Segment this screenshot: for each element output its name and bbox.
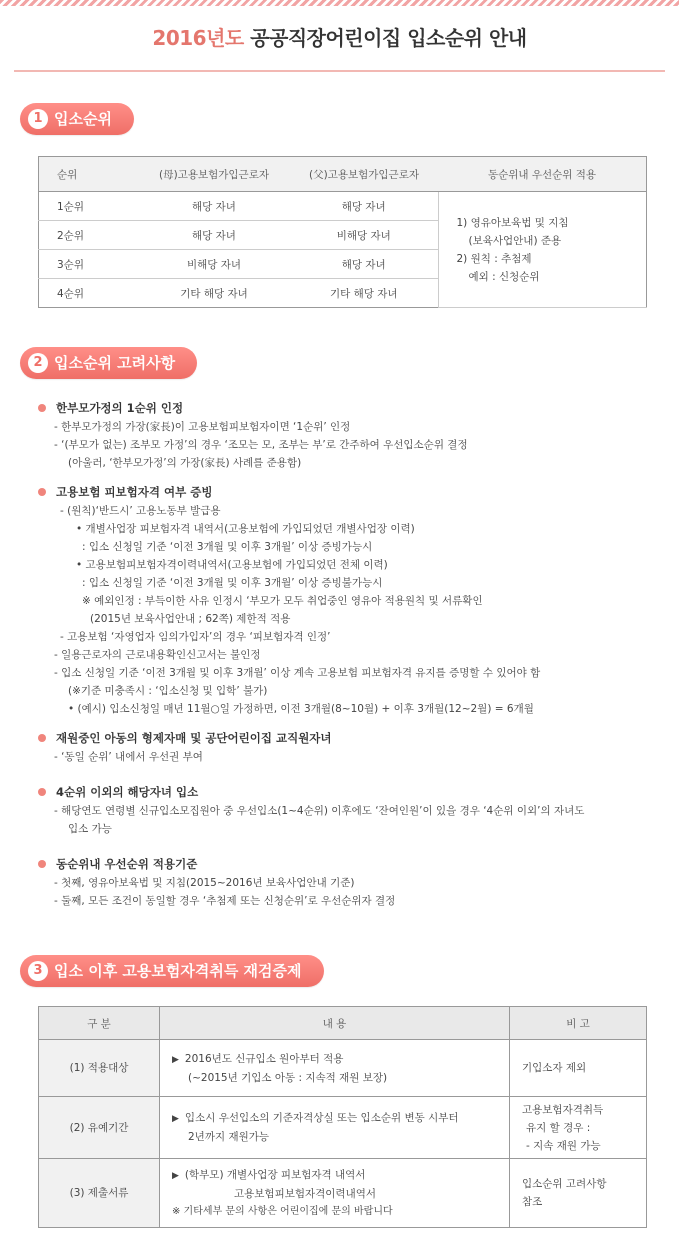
bullet-dot-icon	[38, 788, 46, 796]
table-row	[39, 1097, 647, 1159]
remark-cell: 기입소자 제외	[510, 1040, 647, 1097]
section-1-label: 입소순위	[54, 110, 112, 128]
content-cell: ▶ (학부모) 개별사업장 피보험자격 내역서 고용보험피보험자격이력내역서 ※ 기타세부 문의 사항은 어린이집에 문의 바랍니다	[160, 1159, 510, 1228]
col-header-remark: 비 고	[510, 1007, 647, 1040]
father-cell: 비해당 자녀	[290, 221, 438, 250]
rank-cell: 1순위	[39, 192, 139, 221]
section-3-heading	[20, 955, 324, 987]
section-3-number: 3	[28, 961, 48, 981]
item-line: - 첫째, 영유아보육법 및 지침(2015~2016년 보육사업안내 기준)	[54, 877, 355, 889]
item-line: - 고용보험 ‘자영업자 임의가입자’의 경우 ‘피보험자격 인정’	[60, 631, 331, 643]
father-cell: 해당 자녀	[290, 250, 438, 279]
list-item	[38, 482, 648, 718]
admission-rank-table	[38, 156, 647, 308]
table-row	[39, 1040, 647, 1097]
col-header-priority: 동순위내 우선순위 적용	[438, 157, 647, 192]
remark-cell: 고용보험자격취득 유지 할 경우 : - 지속 재원 가능	[510, 1097, 647, 1159]
mother-cell: 기타 해당 자녀	[138, 279, 290, 308]
mother-cell: 해당 자녀	[138, 221, 290, 250]
item-title: 한부모가정의 1순위 인정	[38, 398, 648, 418]
content-cell: ▶ 입소시 우선입소의 기준자격상실 또는 입소순위 변동 시부터 2년까지 재원가능	[160, 1097, 510, 1159]
page-title	[0, 22, 679, 51]
col-header-mother: (母)고용보험가입근로자	[138, 157, 290, 192]
item-line: : 입소 신청일 기준 ‘이전 3개월 및 이후 3개월’ 이상 증빙가능시	[82, 541, 373, 553]
item-line: - 둘째, 모든 조건이 동일할 경우 ‘추첨제 또는 신청순위’로 우선순위자 결정	[54, 895, 396, 907]
item-line: • 고용보험피보험자격이력내역서(고용보험에 가입되었던 전체 이력)	[76, 559, 388, 571]
priority-note-cell	[438, 192, 647, 308]
title-divider	[14, 70, 665, 72]
top-stripe	[0, 0, 679, 6]
mother-cell: 비해당 자녀	[138, 250, 290, 279]
section-2-label: 입소순위 고려사항	[54, 354, 176, 372]
title-text: 공공직장어린이집 입소순위 안내	[243, 26, 527, 50]
section-1-number: 1	[28, 109, 48, 129]
item-line: - (원칙)‘반드시’ 고용노동부 발급용	[60, 505, 221, 517]
item-line: 입소 가능	[68, 823, 112, 835]
content-cell: ▶ 2016년도 신규입소 원아부터 적용 (~2015년 기입소 아동 : 지속적 재원 보장)	[160, 1040, 510, 1097]
triangle-bullet-icon: ▶	[172, 1114, 179, 1124]
considerations-list	[38, 398, 648, 920]
rank-cell: 4순위	[39, 279, 139, 308]
category-cell: (3) 제출서류	[39, 1159, 160, 1228]
bullet-dot-icon	[38, 488, 46, 496]
note-line: (보육사업안내) 준용	[468, 234, 562, 247]
title-year: 2016년도	[152, 26, 244, 50]
rank-cell: 2순위	[39, 221, 139, 250]
category-cell: (2) 유예기간	[39, 1097, 160, 1159]
item-title: 4순위 이외의 해당자녀 입소	[38, 782, 648, 802]
note-line: 1) 영유아보육법 및 지침	[456, 216, 569, 229]
item-title: 고용보험 피보험자격 여부 증빙	[38, 482, 648, 502]
table-row	[39, 1159, 647, 1228]
note-line: 2) 원칙 : 추첨제	[456, 252, 532, 265]
item-title: 동순위내 우선순위 적용기준	[38, 854, 648, 874]
list-item	[38, 728, 648, 766]
table-row	[39, 192, 647, 221]
item-line: - 입소 신청일 기준 ‘이전 3개월 및 이후 3개월’ 이상 계속 고용보험 피보험자격 유지를 증명할 수 있어야 함	[54, 667, 541, 679]
col-header-father: (父)고용보험가입근로자	[290, 157, 438, 192]
item-line: - 해당연도 연령별 신규입소모집원아 중 우선입소(1~4순위) 이후에도 ‘잔여인원’이 있을 경우 ‘4순위 이외’의 자녀도	[54, 805, 585, 817]
section-2-number: 2	[28, 353, 48, 373]
father-cell: 해당 자녀	[290, 192, 438, 221]
table-header-row	[39, 1007, 647, 1040]
bullet-dot-icon	[38, 404, 46, 412]
section-1-heading	[20, 103, 134, 135]
remark-cell: 입소순위 고려사항 참조	[510, 1159, 647, 1228]
item-line: • (예시) 입소신청일 매년 11월○일 가정하면, 이전 3개월(8~10월) + 이후 3개월(12~2월) = 6개월	[68, 703, 534, 715]
note-line: 예외 : 신청순위	[468, 270, 540, 283]
item-title: 재원중인 아동의 형제자매 및 공단어린이집 교직원자녀	[38, 728, 648, 748]
item-line: - 한부모가정의 가장(家長)이 고용보험피보험자이면 ‘1순위’ 인정	[54, 421, 351, 433]
section-2-heading	[20, 347, 197, 379]
mother-cell: 해당 자녀	[138, 192, 290, 221]
bullet-dot-icon	[38, 860, 46, 868]
reverification-table	[38, 1006, 647, 1228]
col-header-category: 구 분	[39, 1007, 160, 1040]
triangle-bullet-icon: ▶	[172, 1170, 179, 1181]
father-cell: 기타 해당 자녀	[290, 279, 438, 308]
col-header-rank: 순위	[39, 157, 139, 192]
item-line: • 개별사업장 피보험자격 내역서(고용보험에 가입되었던 개별사업장 이력)	[76, 523, 415, 535]
list-item	[38, 782, 648, 838]
section-3-label: 입소 이후 고용보험자격취득 재검증제	[54, 962, 302, 980]
item-line: ※ 예외인정 : 부득이한 사유 인정시 ‘부모가 모두 취업중인 영유아 적용원칙 및 서류확인	[82, 595, 483, 607]
item-line: - ‘(부모가 없는) 조부모 가정’의 경우 ‘조모는 모, 조부는 부’로 간주하여 우선입소순위 결정	[54, 439, 468, 451]
triangle-bullet-icon: ▶	[172, 1054, 179, 1065]
item-line: : 입소 신청일 기준 ‘이전 3개월 및 이후 3개월’ 이상 증빙불가능시	[82, 577, 383, 589]
item-line: (2015년 보육사업안내 ; 62쪽) 제한적 적용	[90, 613, 291, 625]
table-header-row	[39, 157, 647, 192]
list-item	[38, 854, 648, 910]
item-line: - 일용근로자의 근로내용확인신고서는 불인정	[54, 649, 261, 661]
category-cell: (1) 적용대상	[39, 1040, 160, 1097]
col-header-content: 내 용	[160, 1007, 510, 1040]
item-line: - ‘동일 순위’ 내에서 우선권 부여	[54, 751, 203, 763]
bullet-dot-icon	[38, 734, 46, 742]
item-line: (※기준 미충족시 : ‘입소신청 및 입학’ 불가)	[68, 685, 268, 697]
rank-cell: 3순위	[39, 250, 139, 279]
list-item	[38, 398, 648, 472]
item-line: (아울러, ‘한부모가정’의 가장(家長) 사례를 준용함)	[68, 457, 302, 469]
